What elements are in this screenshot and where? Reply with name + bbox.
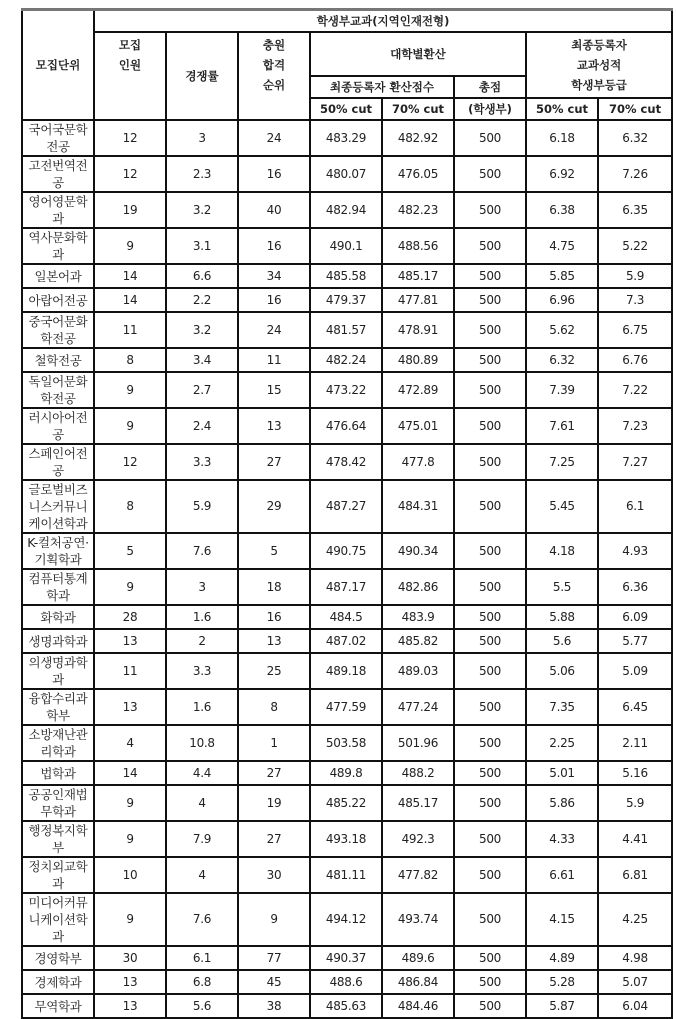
cell-name: 법학과 <box>22 761 94 785</box>
cell-rank: 5 <box>238 533 310 569</box>
cell-comp: 2.3 <box>166 156 238 192</box>
table-row <box>22 444 672 480</box>
cell-total: 500 <box>454 725 526 761</box>
cell-total: 500 <box>454 408 526 444</box>
cell-s70: 501.96 <box>382 725 454 761</box>
cell-name: 의생명과학과 <box>22 653 94 689</box>
cell-g50: 6.32 <box>526 348 598 372</box>
cell-total: 500 <box>454 761 526 785</box>
cell-s50: 494.12 <box>310 893 382 946</box>
cell-n: 13 <box>94 994 166 1018</box>
header-score-70cut: 70% cut <box>382 98 454 120</box>
cell-comp: 6.8 <box>166 970 238 994</box>
cell-rank: 30 <box>238 857 310 893</box>
cell-s50: 480.07 <box>310 156 382 192</box>
cell-n: 8 <box>94 480 166 533</box>
table-body <box>22 120 672 1018</box>
cell-rank: 27 <box>238 444 310 480</box>
cell-g70: 5.09 <box>598 653 672 689</box>
table-row <box>22 994 672 1018</box>
cell-s70: 488.56 <box>382 228 454 264</box>
table-row <box>22 120 672 156</box>
table-row <box>22 228 672 264</box>
cell-g70: 6.81 <box>598 857 672 893</box>
cell-g70: 6.32 <box>598 120 672 156</box>
cell-g50: 4.75 <box>526 228 598 264</box>
cell-s70: 484.31 <box>382 480 454 533</box>
header-grade-line1: 최종등록자 <box>571 38 627 52</box>
table-row <box>22 970 672 994</box>
header-rank-line3: 순위 <box>262 78 286 92</box>
cell-s70: 478.91 <box>382 312 454 348</box>
table-row <box>22 725 672 761</box>
cell-comp: 3.1 <box>166 228 238 264</box>
cell-rank: 16 <box>238 228 310 264</box>
cell-rank: 16 <box>238 156 310 192</box>
cell-rank: 24 <box>238 312 310 348</box>
cell-rank: 13 <box>238 629 310 653</box>
cell-s70: 483.9 <box>382 605 454 629</box>
cell-rank: 27 <box>238 761 310 785</box>
cell-g50: 6.38 <box>526 192 598 228</box>
cell-n: 19 <box>94 192 166 228</box>
table-row <box>22 605 672 629</box>
cell-name: 국어국문학전공 <box>22 120 94 156</box>
cell-g50: 6.96 <box>526 288 598 312</box>
cell-s50: 479.37 <box>310 288 382 312</box>
table-row <box>22 312 672 348</box>
cell-s50: 481.11 <box>310 857 382 893</box>
cell-comp: 4 <box>166 857 238 893</box>
cell-total: 500 <box>454 192 526 228</box>
cell-g70: 7.22 <box>598 372 672 408</box>
cell-comp: 6.6 <box>166 264 238 288</box>
cell-n: 9 <box>94 893 166 946</box>
cell-total: 500 <box>454 653 526 689</box>
cell-total: 500 <box>454 569 526 605</box>
admission-results-table <box>21 8 673 1019</box>
cell-g50: 7.61 <box>526 408 598 444</box>
cell-total: 500 <box>454 372 526 408</box>
cell-name: 미디어커뮤니케이션학과 <box>22 893 94 946</box>
cell-n: 10 <box>94 857 166 893</box>
cell-n: 12 <box>94 156 166 192</box>
cell-g50: 4.89 <box>526 946 598 970</box>
cell-s50: 483.29 <box>310 120 382 156</box>
cell-g70: 4.41 <box>598 821 672 857</box>
cell-total: 500 <box>454 264 526 288</box>
cell-comp: 7.9 <box>166 821 238 857</box>
cell-g70: 6.45 <box>598 689 672 725</box>
cell-g50: 4.18 <box>526 533 598 569</box>
cell-total: 500 <box>454 994 526 1018</box>
cell-n: 14 <box>94 288 166 312</box>
cell-s70: 476.05 <box>382 156 454 192</box>
cell-g50: 5.88 <box>526 605 598 629</box>
cell-n: 14 <box>94 761 166 785</box>
cell-s50: 490.75 <box>310 533 382 569</box>
header-competition: 경쟁률 <box>166 32 238 120</box>
cell-total: 500 <box>454 120 526 156</box>
header-recruit <box>94 32 166 120</box>
cell-s70: 480.89 <box>382 348 454 372</box>
cell-g50: 5.87 <box>526 994 598 1018</box>
cell-g70: 2.11 <box>598 725 672 761</box>
cell-total: 500 <box>454 444 526 480</box>
cell-name: 정치외교학과 <box>22 857 94 893</box>
cell-s50: 484.5 <box>310 605 382 629</box>
cell-n: 13 <box>94 689 166 725</box>
cell-s70: 489.03 <box>382 653 454 689</box>
cell-s70: 482.23 <box>382 192 454 228</box>
cell-n: 4 <box>94 725 166 761</box>
cell-name: 아랍어전공 <box>22 288 94 312</box>
cell-comp: 4.4 <box>166 761 238 785</box>
cell-name: 철학전공 <box>22 348 94 372</box>
cell-rank: 29 <box>238 480 310 533</box>
cell-comp: 3.4 <box>166 348 238 372</box>
cell-s50: 488.6 <box>310 970 382 994</box>
cell-s70: 486.84 <box>382 970 454 994</box>
cell-comp: 2 <box>166 629 238 653</box>
cell-g70: 4.25 <box>598 893 672 946</box>
cell-name: 융합수리과학부 <box>22 689 94 725</box>
cell-g70: 7.27 <box>598 444 672 480</box>
cell-g70: 6.04 <box>598 994 672 1018</box>
cell-n: 9 <box>94 569 166 605</box>
cell-s50: 493.18 <box>310 821 382 857</box>
cell-s50: 477.59 <box>310 689 382 725</box>
cell-s50: 485.22 <box>310 785 382 821</box>
cell-rank: 45 <box>238 970 310 994</box>
cell-s70: 477.81 <box>382 288 454 312</box>
cell-g70: 5.77 <box>598 629 672 653</box>
cell-total: 500 <box>454 156 526 192</box>
cell-g70: 5.9 <box>598 785 672 821</box>
table-row <box>22 689 672 725</box>
cell-g70: 6.35 <box>598 192 672 228</box>
table-header <box>22 10 672 121</box>
cell-g50: 4.15 <box>526 893 598 946</box>
header-grade-line3: 학생부등급 <box>571 78 627 92</box>
cell-g70: 6.1 <box>598 480 672 533</box>
table-row <box>22 821 672 857</box>
cell-n: 30 <box>94 946 166 970</box>
cell-s70: 477.82 <box>382 857 454 893</box>
cell-comp: 3 <box>166 120 238 156</box>
cell-g50: 5.5 <box>526 569 598 605</box>
cell-g50: 5.06 <box>526 653 598 689</box>
cell-s70: 485.82 <box>382 629 454 653</box>
cell-name: 중국어문화학전공 <box>22 312 94 348</box>
cell-rank: 16 <box>238 605 310 629</box>
header-group: 학생부교과(지역인재전형) <box>94 10 672 33</box>
table-row <box>22 857 672 893</box>
cell-g50: 5.6 <box>526 629 598 653</box>
cell-s70: 492.3 <box>382 821 454 857</box>
table-row <box>22 629 672 653</box>
cell-comp: 6.1 <box>166 946 238 970</box>
cell-comp: 4 <box>166 785 238 821</box>
cell-n: 13 <box>94 970 166 994</box>
cell-name: 역사문화학과 <box>22 228 94 264</box>
cell-g50: 5.01 <box>526 761 598 785</box>
cell-name: 경제학과 <box>22 970 94 994</box>
cell-s70: 493.74 <box>382 893 454 946</box>
cell-rank: 1 <box>238 725 310 761</box>
cell-s70: 484.46 <box>382 994 454 1018</box>
cell-n: 13 <box>94 629 166 653</box>
cell-rank: 8 <box>238 689 310 725</box>
table-row <box>22 192 672 228</box>
header-conversion: 대학별환산 <box>310 32 526 76</box>
cell-g50: 7.39 <box>526 372 598 408</box>
cell-s50: 478.42 <box>310 444 382 480</box>
cell-s50: 485.63 <box>310 994 382 1018</box>
header-grade-70cut: 70% cut <box>598 98 672 120</box>
cell-comp: 2.7 <box>166 372 238 408</box>
cell-s70: 477.24 <box>382 689 454 725</box>
cell-g50: 5.62 <box>526 312 598 348</box>
cell-name: 글로벌비즈니스커뮤니케이션학과 <box>22 480 94 533</box>
cell-s50: 482.24 <box>310 348 382 372</box>
cell-s50: 487.27 <box>310 480 382 533</box>
cell-total: 500 <box>454 821 526 857</box>
cell-rank: 16 <box>238 288 310 312</box>
cell-total: 500 <box>454 629 526 653</box>
cell-total: 500 <box>454 228 526 264</box>
table-row <box>22 264 672 288</box>
cell-s70: 482.86 <box>382 569 454 605</box>
cell-rank: 15 <box>238 372 310 408</box>
cell-comp: 3.2 <box>166 312 238 348</box>
cell-name: 행정복지학부 <box>22 821 94 857</box>
cell-s50: 476.64 <box>310 408 382 444</box>
table-row <box>22 156 672 192</box>
cell-rank: 11 <box>238 348 310 372</box>
cell-name: 생명과학과 <box>22 629 94 653</box>
cell-name: 소방재난관리학과 <box>22 725 94 761</box>
header-rank <box>238 32 310 120</box>
header-grade <box>526 32 672 98</box>
cell-g70: 6.76 <box>598 348 672 372</box>
header-recruit-line2: 인원 <box>118 58 142 72</box>
cell-n: 9 <box>94 228 166 264</box>
cell-rank: 9 <box>238 893 310 946</box>
cell-total: 500 <box>454 533 526 569</box>
cell-g50: 7.35 <box>526 689 598 725</box>
header-total-sub: (학생부) <box>454 98 526 120</box>
table-row <box>22 569 672 605</box>
cell-n: 28 <box>94 605 166 629</box>
cell-name: K-컬처공연·기획학과 <box>22 533 94 569</box>
cell-g50: 6.18 <box>526 120 598 156</box>
cell-name: 러시아어전공 <box>22 408 94 444</box>
cell-s70: 485.17 <box>382 264 454 288</box>
cell-name: 영어영문학과 <box>22 192 94 228</box>
cell-s50: 490.37 <box>310 946 382 970</box>
cell-rank: 18 <box>238 569 310 605</box>
cell-comp: 10.8 <box>166 725 238 761</box>
table-row <box>22 946 672 970</box>
cell-comp: 3.2 <box>166 192 238 228</box>
cell-g70: 6.75 <box>598 312 672 348</box>
cell-comp: 1.6 <box>166 689 238 725</box>
cell-comp: 7.6 <box>166 893 238 946</box>
cell-s50: 485.58 <box>310 264 382 288</box>
cell-s50: 489.8 <box>310 761 382 785</box>
cell-total: 500 <box>454 970 526 994</box>
cell-total: 500 <box>454 946 526 970</box>
cell-g50: 5.45 <box>526 480 598 533</box>
cell-g50: 2.25 <box>526 725 598 761</box>
cell-rank: 13 <box>238 408 310 444</box>
cell-g50: 5.28 <box>526 970 598 994</box>
cell-g70: 7.26 <box>598 156 672 192</box>
table-row <box>22 348 672 372</box>
cell-s70: 482.92 <box>382 120 454 156</box>
cell-total: 500 <box>454 785 526 821</box>
cell-rank: 19 <box>238 785 310 821</box>
header-score-50cut: 50% cut <box>310 98 382 120</box>
cell-name: 컴퓨터통계학과 <box>22 569 94 605</box>
cell-comp: 7.6 <box>166 533 238 569</box>
cell-rank: 24 <box>238 120 310 156</box>
cell-s70: 477.8 <box>382 444 454 480</box>
cell-n: 9 <box>94 372 166 408</box>
cell-g50: 4.33 <box>526 821 598 857</box>
cell-rank: 77 <box>238 946 310 970</box>
cell-g50: 7.25 <box>526 444 598 480</box>
header-rank-line2: 합격 <box>262 58 286 72</box>
cell-g70: 5.22 <box>598 228 672 264</box>
table-row <box>22 288 672 312</box>
cell-rank: 27 <box>238 821 310 857</box>
cell-n: 9 <box>94 821 166 857</box>
cell-total: 500 <box>454 857 526 893</box>
cell-name: 독일어문화학전공 <box>22 372 94 408</box>
cell-comp: 3.3 <box>166 444 238 480</box>
table-row <box>22 480 672 533</box>
cell-name: 경영학부 <box>22 946 94 970</box>
cell-total: 500 <box>454 893 526 946</box>
cell-s50: 490.1 <box>310 228 382 264</box>
cell-g70: 6.09 <box>598 605 672 629</box>
table-row <box>22 533 672 569</box>
table-row <box>22 408 672 444</box>
cell-g70: 7.3 <box>598 288 672 312</box>
cell-g70: 7.23 <box>598 408 672 444</box>
cell-s50: 503.58 <box>310 725 382 761</box>
cell-s50: 487.17 <box>310 569 382 605</box>
table-row <box>22 372 672 408</box>
cell-total: 500 <box>454 288 526 312</box>
header-conv-score: 최종등록자 환산점수 <box>310 76 454 98</box>
cell-comp: 5.6 <box>166 994 238 1018</box>
cell-rank: 40 <box>238 192 310 228</box>
cell-rank: 38 <box>238 994 310 1018</box>
cell-comp: 5.9 <box>166 480 238 533</box>
cell-s70: 475.01 <box>382 408 454 444</box>
cell-g70: 4.93 <box>598 533 672 569</box>
cell-s50: 481.57 <box>310 312 382 348</box>
cell-rank: 34 <box>238 264 310 288</box>
table-row <box>22 785 672 821</box>
cell-n: 5 <box>94 533 166 569</box>
cell-total: 500 <box>454 480 526 533</box>
cell-s50: 489.18 <box>310 653 382 689</box>
cell-n: 9 <box>94 785 166 821</box>
cell-total: 500 <box>454 605 526 629</box>
cell-g50: 5.86 <box>526 785 598 821</box>
cell-s70: 490.34 <box>382 533 454 569</box>
cell-total: 500 <box>454 312 526 348</box>
header-rank-line1: 충원 <box>262 38 286 52</box>
cell-g70: 5.9 <box>598 264 672 288</box>
cell-name: 스페인어전공 <box>22 444 94 480</box>
cell-comp: 1.6 <box>166 605 238 629</box>
cell-g70: 4.98 <box>598 946 672 970</box>
cell-name: 무역학과 <box>22 994 94 1018</box>
table-row <box>22 653 672 689</box>
cell-n: 12 <box>94 120 166 156</box>
cell-n: 11 <box>94 653 166 689</box>
cell-name: 공공인재법무학과 <box>22 785 94 821</box>
header-grade-line2: 교과성적 <box>576 58 622 72</box>
cell-name: 고전번역전공 <box>22 156 94 192</box>
cell-s70: 488.2 <box>382 761 454 785</box>
cell-n: 11 <box>94 312 166 348</box>
cell-comp: 2.4 <box>166 408 238 444</box>
cell-n: 9 <box>94 408 166 444</box>
cell-s50: 473.22 <box>310 372 382 408</box>
cell-g70: 5.07 <box>598 970 672 994</box>
cell-g70: 6.36 <box>598 569 672 605</box>
cell-name: 화학과 <box>22 605 94 629</box>
cell-s50: 487.02 <box>310 629 382 653</box>
cell-n: 14 <box>94 264 166 288</box>
cell-g70: 5.16 <box>598 761 672 785</box>
cell-rank: 25 <box>238 653 310 689</box>
cell-comp: 3 <box>166 569 238 605</box>
cell-s70: 472.89 <box>382 372 454 408</box>
cell-s70: 485.17 <box>382 785 454 821</box>
table-row <box>22 761 672 785</box>
cell-n: 8 <box>94 348 166 372</box>
cell-s70: 489.6 <box>382 946 454 970</box>
cell-s50: 482.94 <box>310 192 382 228</box>
header-total: 총점 <box>454 76 526 98</box>
cell-comp: 3.3 <box>166 653 238 689</box>
cell-n: 12 <box>94 444 166 480</box>
header-unit: 모집단위 <box>22 10 94 121</box>
cell-name: 일본어과 <box>22 264 94 288</box>
cell-comp: 2.2 <box>166 288 238 312</box>
header-grade-50cut: 50% cut <box>526 98 598 120</box>
table-row <box>22 893 672 946</box>
cell-total: 500 <box>454 689 526 725</box>
cell-g50: 6.61 <box>526 857 598 893</box>
cell-total: 500 <box>454 348 526 372</box>
cell-g50: 6.92 <box>526 156 598 192</box>
cell-g50: 5.85 <box>526 264 598 288</box>
header-recruit-line1: 모집 <box>118 38 142 52</box>
